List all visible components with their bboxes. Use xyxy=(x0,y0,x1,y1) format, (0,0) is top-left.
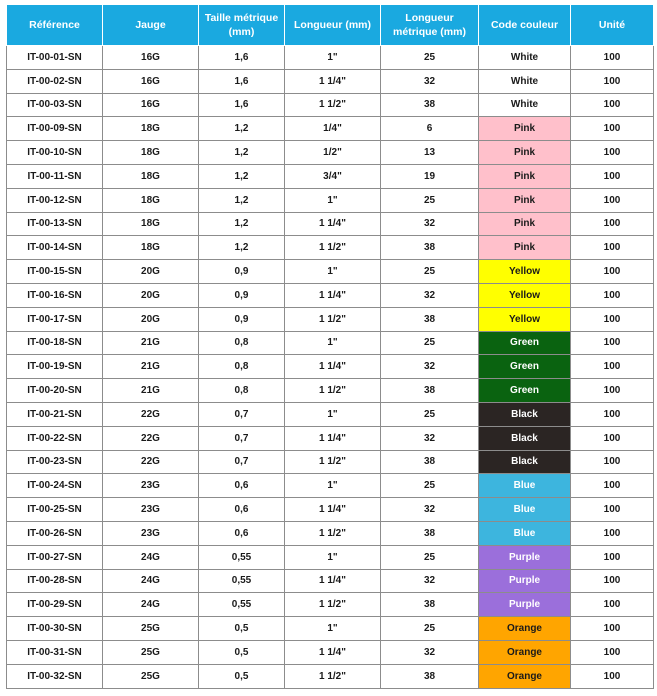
length-cell: 1 1/4" xyxy=(285,69,381,93)
length-cell: 1" xyxy=(285,474,381,498)
gauge-cell: 24G xyxy=(103,569,199,593)
gauge-cell: 25G xyxy=(103,617,199,641)
length-cell: 1 1/4" xyxy=(285,212,381,236)
unit-cell: 100 xyxy=(571,498,654,522)
color-code-cell: Green xyxy=(479,379,571,403)
table-row xyxy=(7,236,654,260)
metric-length-cell: 32 xyxy=(381,212,479,236)
metric-size-cell: 1,6 xyxy=(199,69,285,93)
length-cell: 1 1/4" xyxy=(285,355,381,379)
unit-cell: 100 xyxy=(571,664,654,688)
table-row xyxy=(7,331,654,355)
reference-cell: IT-00-28-SN xyxy=(7,569,103,593)
gauge-cell: 25G xyxy=(103,664,199,688)
metric-size-cell: 0,7 xyxy=(199,450,285,474)
metric-size-cell: 1,6 xyxy=(199,93,285,117)
metric-size-cell: 1,2 xyxy=(199,188,285,212)
unit-cell: 100 xyxy=(571,355,654,379)
metric-length-cell: 38 xyxy=(381,307,479,331)
unit-cell: 100 xyxy=(571,283,654,307)
unit-cell: 100 xyxy=(571,593,654,617)
gauge-cell: 22G xyxy=(103,402,199,426)
gauge-cell: 18G xyxy=(103,117,199,141)
metric-size-cell: 0,7 xyxy=(199,426,285,450)
metric-length-cell: 32 xyxy=(381,355,479,379)
color-code-cell: Pink xyxy=(479,164,571,188)
length-cell: 1 1/4" xyxy=(285,569,381,593)
header-length: Longueur (mm) xyxy=(285,5,381,46)
reference-cell: IT-00-12-SN xyxy=(7,188,103,212)
table-row xyxy=(7,307,654,331)
table-row xyxy=(7,117,654,141)
metric-size-cell: 0,55 xyxy=(199,569,285,593)
table-row xyxy=(7,188,654,212)
metric-size-cell: 0,6 xyxy=(199,474,285,498)
metric-length-cell: 25 xyxy=(381,260,479,284)
table-header xyxy=(7,5,654,46)
color-code-cell: Purple xyxy=(479,545,571,569)
gauge-cell: 18G xyxy=(103,188,199,212)
table-row xyxy=(7,164,654,188)
unit-cell: 100 xyxy=(571,260,654,284)
metric-length-cell: 19 xyxy=(381,164,479,188)
color-code-cell: Yellow xyxy=(479,260,571,284)
color-code-cell: Pink xyxy=(479,236,571,260)
color-code-cell: Black xyxy=(479,426,571,450)
metric-size-cell: 0,9 xyxy=(199,283,285,307)
reference-cell: IT-00-31-SN xyxy=(7,640,103,664)
reference-cell: IT-00-09-SN xyxy=(7,117,103,141)
metric-size-cell: 0,5 xyxy=(199,664,285,688)
color-code-cell: Purple xyxy=(479,569,571,593)
unit-cell: 100 xyxy=(571,188,654,212)
color-code-cell: Yellow xyxy=(479,307,571,331)
gauge-cell: 18G xyxy=(103,164,199,188)
header-metric-size: Taille métrique (mm) xyxy=(199,5,285,46)
gauge-cell: 24G xyxy=(103,593,199,617)
reference-cell: IT-00-30-SN xyxy=(7,617,103,641)
metric-length-cell: 6 xyxy=(381,117,479,141)
table-body xyxy=(7,46,654,689)
reference-cell: IT-00-24-SN xyxy=(7,474,103,498)
gauge-cell: 20G xyxy=(103,283,199,307)
table-row xyxy=(7,46,654,70)
gauge-cell: 23G xyxy=(103,474,199,498)
table-row xyxy=(7,93,654,117)
table-row xyxy=(7,545,654,569)
reference-cell: IT-00-25-SN xyxy=(7,498,103,522)
color-code-cell: White xyxy=(479,46,571,70)
reference-cell: IT-00-03-SN xyxy=(7,93,103,117)
length-cell: 1 1/2" xyxy=(285,93,381,117)
color-code-cell: Purple xyxy=(479,593,571,617)
gauge-cell: 18G xyxy=(103,212,199,236)
table-row xyxy=(7,379,654,403)
metric-size-cell: 0,8 xyxy=(199,379,285,403)
metric-size-cell: 0,55 xyxy=(199,593,285,617)
color-code-cell: Blue xyxy=(479,521,571,545)
gauge-cell: 24G xyxy=(103,545,199,569)
length-cell: 1 1/2" xyxy=(285,593,381,617)
unit-cell: 100 xyxy=(571,450,654,474)
metric-length-cell: 32 xyxy=(381,283,479,307)
metric-length-cell: 38 xyxy=(381,379,479,403)
metric-length-cell: 38 xyxy=(381,593,479,617)
unit-cell: 100 xyxy=(571,69,654,93)
unit-cell: 100 xyxy=(571,212,654,236)
gauge-cell: 18G xyxy=(103,236,199,260)
reference-cell: IT-00-14-SN xyxy=(7,236,103,260)
unit-cell: 100 xyxy=(571,545,654,569)
gauge-cell: 16G xyxy=(103,46,199,70)
table-row xyxy=(7,664,654,688)
metric-size-cell: 0,9 xyxy=(199,260,285,284)
table-row xyxy=(7,569,654,593)
table-row xyxy=(7,212,654,236)
color-code-cell: Green xyxy=(479,331,571,355)
metric-length-cell: 25 xyxy=(381,545,479,569)
table-row xyxy=(7,426,654,450)
reference-cell: IT-00-27-SN xyxy=(7,545,103,569)
gauge-cell: 23G xyxy=(103,521,199,545)
color-code-cell: Blue xyxy=(479,474,571,498)
gauge-cell: 16G xyxy=(103,93,199,117)
table-row xyxy=(7,521,654,545)
unit-cell: 100 xyxy=(571,331,654,355)
reference-cell: IT-00-26-SN xyxy=(7,521,103,545)
table-row xyxy=(7,141,654,165)
metric-length-cell: 25 xyxy=(381,188,479,212)
gauge-cell: 21G xyxy=(103,331,199,355)
header-color-code: Code couleur xyxy=(479,5,571,46)
metric-size-cell: 1,2 xyxy=(199,236,285,260)
metric-size-cell: 0,7 xyxy=(199,402,285,426)
metric-length-cell: 32 xyxy=(381,640,479,664)
reference-cell: IT-00-18-SN xyxy=(7,331,103,355)
gauge-cell: 20G xyxy=(103,307,199,331)
reference-cell: IT-00-02-SN xyxy=(7,69,103,93)
reference-cell: IT-00-16-SN xyxy=(7,283,103,307)
table-row xyxy=(7,69,654,93)
table-row xyxy=(7,498,654,522)
needle-spec-table xyxy=(6,4,654,689)
unit-cell: 100 xyxy=(571,402,654,426)
metric-length-cell: 13 xyxy=(381,141,479,165)
reference-cell: IT-00-10-SN xyxy=(7,141,103,165)
color-code-cell: Green xyxy=(479,355,571,379)
unit-cell: 100 xyxy=(571,426,654,450)
gauge-cell: 25G xyxy=(103,640,199,664)
color-code-cell: Orange xyxy=(479,664,571,688)
color-code-cell: White xyxy=(479,93,571,117)
metric-size-cell: 1,2 xyxy=(199,164,285,188)
gauge-cell: 22G xyxy=(103,426,199,450)
unit-cell: 100 xyxy=(571,521,654,545)
metric-length-cell: 38 xyxy=(381,236,479,260)
table-row xyxy=(7,593,654,617)
metric-length-cell: 32 xyxy=(381,569,479,593)
metric-size-cell: 0,6 xyxy=(199,521,285,545)
metric-length-cell: 32 xyxy=(381,498,479,522)
length-cell: 1 1/2" xyxy=(285,521,381,545)
length-cell: 1" xyxy=(285,188,381,212)
length-cell: 1" xyxy=(285,617,381,641)
color-code-cell: Pink xyxy=(479,117,571,141)
metric-size-cell: 0,8 xyxy=(199,355,285,379)
length-cell: 1/4" xyxy=(285,117,381,141)
reference-cell: IT-00-22-SN xyxy=(7,426,103,450)
metric-length-cell: 25 xyxy=(381,46,479,70)
gauge-cell: 20G xyxy=(103,260,199,284)
metric-size-cell: 1,6 xyxy=(199,46,285,70)
unit-cell: 100 xyxy=(571,379,654,403)
length-cell: 1" xyxy=(285,46,381,70)
table-row xyxy=(7,283,654,307)
metric-size-cell: 0,55 xyxy=(199,545,285,569)
header-reference: Référence xyxy=(7,5,103,46)
metric-length-cell: 32 xyxy=(381,426,479,450)
reference-cell: IT-00-15-SN xyxy=(7,260,103,284)
reference-cell: IT-00-01-SN xyxy=(7,46,103,70)
metric-length-cell: 38 xyxy=(381,93,479,117)
gauge-cell: 23G xyxy=(103,498,199,522)
length-cell: 1" xyxy=(285,260,381,284)
color-code-cell: Black xyxy=(479,450,571,474)
unit-cell: 100 xyxy=(571,640,654,664)
metric-length-cell: 32 xyxy=(381,69,479,93)
unit-cell: 100 xyxy=(571,141,654,165)
length-cell: 1" xyxy=(285,331,381,355)
unit-cell: 100 xyxy=(571,164,654,188)
unit-cell: 100 xyxy=(571,474,654,498)
header-gauge: Jauge xyxy=(103,5,199,46)
table-row xyxy=(7,617,654,641)
metric-size-cell: 0,6 xyxy=(199,498,285,522)
length-cell: 1 1/4" xyxy=(285,283,381,307)
metric-size-cell: 0,5 xyxy=(199,617,285,641)
gauge-cell: 21G xyxy=(103,379,199,403)
color-code-cell: Black xyxy=(479,402,571,426)
metric-size-cell: 0,8 xyxy=(199,331,285,355)
metric-size-cell: 0,9 xyxy=(199,307,285,331)
metric-length-cell: 25 xyxy=(381,402,479,426)
color-code-cell: Orange xyxy=(479,617,571,641)
table-row xyxy=(7,640,654,664)
unit-cell: 100 xyxy=(571,46,654,70)
color-code-cell: Pink xyxy=(479,212,571,236)
unit-cell: 100 xyxy=(571,569,654,593)
length-cell: 1" xyxy=(285,545,381,569)
color-code-cell: Blue xyxy=(479,498,571,522)
reference-cell: IT-00-13-SN xyxy=(7,212,103,236)
gauge-cell: 16G xyxy=(103,69,199,93)
metric-length-cell: 25 xyxy=(381,617,479,641)
length-cell: 1 1/2" xyxy=(285,236,381,260)
length-cell: 1 1/2" xyxy=(285,379,381,403)
metric-size-cell: 1,2 xyxy=(199,212,285,236)
reference-cell: IT-00-19-SN xyxy=(7,355,103,379)
table-row xyxy=(7,474,654,498)
reference-cell: IT-00-23-SN xyxy=(7,450,103,474)
color-code-cell: Pink xyxy=(479,188,571,212)
unit-cell: 100 xyxy=(571,307,654,331)
length-cell: 1 1/4" xyxy=(285,426,381,450)
unit-cell: 100 xyxy=(571,617,654,641)
length-cell: 1 1/2" xyxy=(285,664,381,688)
header-unit: Unité xyxy=(571,5,654,46)
unit-cell: 100 xyxy=(571,117,654,141)
gauge-cell: 21G xyxy=(103,355,199,379)
reference-cell: IT-00-20-SN xyxy=(7,379,103,403)
reference-cell: IT-00-11-SN xyxy=(7,164,103,188)
metric-length-cell: 38 xyxy=(381,664,479,688)
metric-size-cell: 0,5 xyxy=(199,640,285,664)
color-code-cell: Orange xyxy=(479,640,571,664)
metric-length-cell: 25 xyxy=(381,331,479,355)
reference-cell: IT-00-29-SN xyxy=(7,593,103,617)
length-cell: 1 1/4" xyxy=(285,498,381,522)
metric-length-cell: 38 xyxy=(381,521,479,545)
reference-cell: IT-00-21-SN xyxy=(7,402,103,426)
table-row xyxy=(7,402,654,426)
color-code-cell: Pink xyxy=(479,141,571,165)
length-cell: 3/4" xyxy=(285,164,381,188)
gauge-cell: 18G xyxy=(103,141,199,165)
length-cell: 1/2" xyxy=(285,141,381,165)
length-cell: 1" xyxy=(285,402,381,426)
color-code-cell: White xyxy=(479,69,571,93)
table-row xyxy=(7,355,654,379)
metric-size-cell: 1,2 xyxy=(199,141,285,165)
reference-cell: IT-00-32-SN xyxy=(7,664,103,688)
header-row xyxy=(7,5,654,46)
reference-cell: IT-00-17-SN xyxy=(7,307,103,331)
table-row xyxy=(7,260,654,284)
metric-length-cell: 38 xyxy=(381,450,479,474)
length-cell: 1 1/2" xyxy=(285,450,381,474)
length-cell: 1 1/4" xyxy=(285,640,381,664)
color-code-cell: Yellow xyxy=(479,283,571,307)
header-metric-length: Longueur métrique (mm) xyxy=(381,5,479,46)
table-row xyxy=(7,450,654,474)
unit-cell: 100 xyxy=(571,236,654,260)
metric-size-cell: 1,2 xyxy=(199,117,285,141)
gauge-cell: 22G xyxy=(103,450,199,474)
metric-length-cell: 25 xyxy=(381,474,479,498)
unit-cell: 100 xyxy=(571,93,654,117)
length-cell: 1 1/2" xyxy=(285,307,381,331)
